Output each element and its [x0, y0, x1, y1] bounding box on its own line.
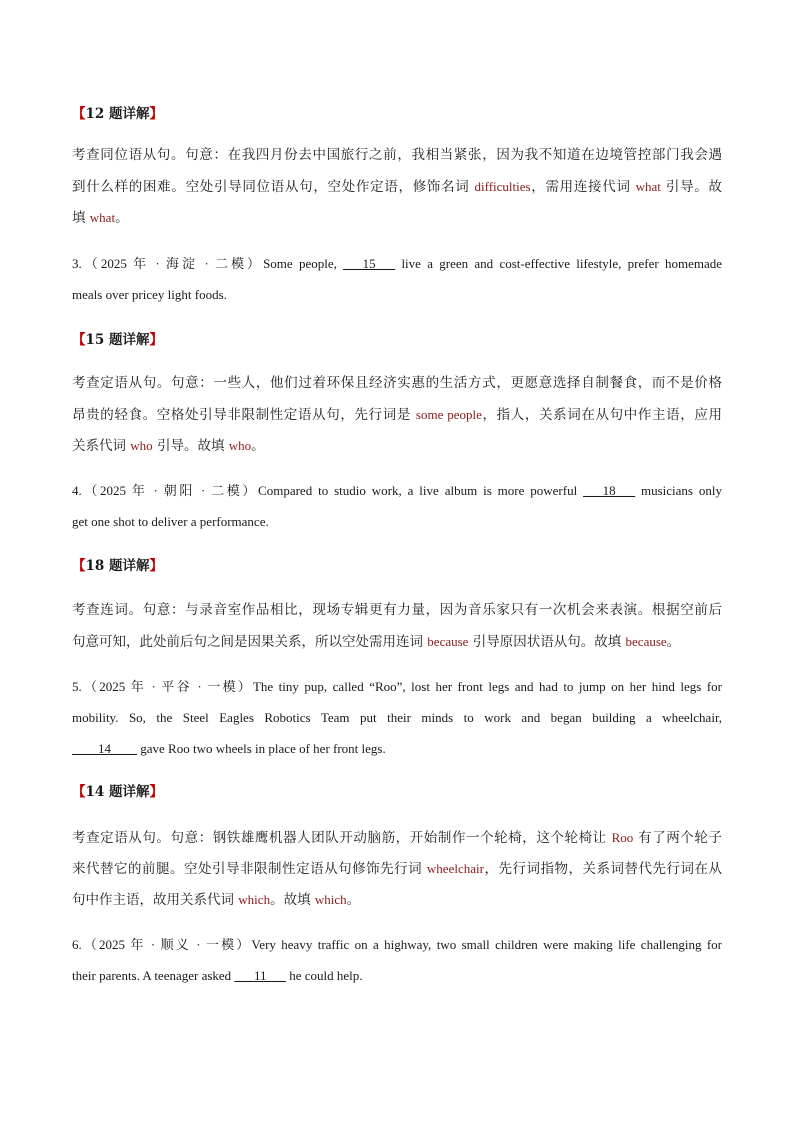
explanation-line: 到什么样的困难。空处引导同位语从句，空处作定语，修饰名词 difficulties，需用连接代词 what 引导。故 — [72, 179, 722, 195]
explanation-12-body — [72, 140, 722, 233]
explanation-18-body — [72, 595, 722, 657]
explanation-line: 填 what。 — [72, 210, 129, 226]
question-3 — [72, 248, 722, 310]
question-4 — [72, 475, 722, 537]
explanation-heading: 【14 题详解】 — [72, 784, 163, 800]
explanation-line: 考查同位语从句。句意：在我四月份去中国旅行之前，我相当紧张，因为我不知道在边境管控部门我会遇 — [72, 147, 722, 163]
question-line: ____14____ gave Roo two wheels in place of her front legs. — [72, 741, 386, 756]
explanation-line: 考查定语从句。句意：一些人，他们过着环保且经济实惠的生活方式，更愿意选择自制餐食，而不是价格 — [72, 375, 722, 391]
explanation-line: 关系代词 who 引导。故填 who。 — [72, 438, 265, 454]
explanation-line: 考查定语从句。句意：钢铁雄鹰机器人团队开动脑筋，开始制作一个轮椅，这个轮椅让 Roo 有了两个轮子 — [72, 830, 722, 846]
answer-blank: ____14____ — [72, 741, 137, 756]
explanation-heading: 【18 题详解】 — [72, 558, 163, 574]
explanation-14 — [72, 778, 722, 806]
answer-blank: ___11___ — [234, 968, 286, 983]
question-line: get one shot to deliver a performance. — [72, 514, 269, 529]
explanation-heading: 【12 题详解】 — [72, 106, 163, 122]
explanation-line: 来代替它的前腿。空处引导非限制性定语从句修饰先行词 wheelchair，先行词指物，关系词替代先行词在从 — [72, 861, 723, 877]
question-line: their parents. A teenager asked ___11___ he could help. — [72, 968, 363, 983]
explanation-12 — [72, 100, 722, 128]
explanation-line: 句意可知，此处前后句之间是因果关系，所以空处需用连词 because 引导原因状语从句。故填 because。 — [72, 634, 681, 650]
answer-blank: ___15___ — [343, 256, 396, 271]
answer-blank: ___18___ — [583, 483, 636, 498]
question-5 — [72, 671, 722, 764]
question-6 — [72, 929, 722, 991]
explanation-15-body — [72, 368, 722, 461]
explanation-14-body — [72, 822, 722, 915]
explanation-18 — [72, 552, 722, 580]
explanation-line: 昂贵的轻食。空格处引导非限制性定语从句，先行词是 some people，指人，关系词在从句中作主语，应用 — [72, 407, 723, 423]
explanation-15 — [72, 326, 722, 354]
question-line: 3.（2025 年 · 海淀 · 二模）Some people, ___15___ live a green and cost-effective lifestyle, prefer homemade — [72, 256, 722, 271]
question-line: mobility. So, the Steel Eagles Robotics Team put their minds to work and began building a wheelchair, — [72, 710, 722, 725]
explanation-line: 考查连词。句意：与录音室作品相比，现场专辑更有力量，因为音乐家只有一次机会来表演。根据空前后 — [72, 602, 722, 618]
question-line: 4.（2025 年 · 朝阳 · 二模）Compared to studio work, a live album is more powerful ___18___ musicians only — [72, 483, 722, 498]
question-line: 6.（2025 年 · 顺义 · 一模）Very heavy traffic on a highway, two small children were making life challenging for — [72, 937, 722, 952]
explanation-line: 句中作主语，故用关系代词 which。故填 which。 — [72, 892, 361, 908]
explanation-heading: 【15 题详解】 — [72, 332, 163, 348]
question-line: 5.（2025 年 · 平谷 · 一模）The tiny pup, called “Roo”, lost her front legs and had to jump on her hind legs for — [72, 679, 722, 694]
question-line: meals over pricey light foods. — [72, 287, 227, 302]
